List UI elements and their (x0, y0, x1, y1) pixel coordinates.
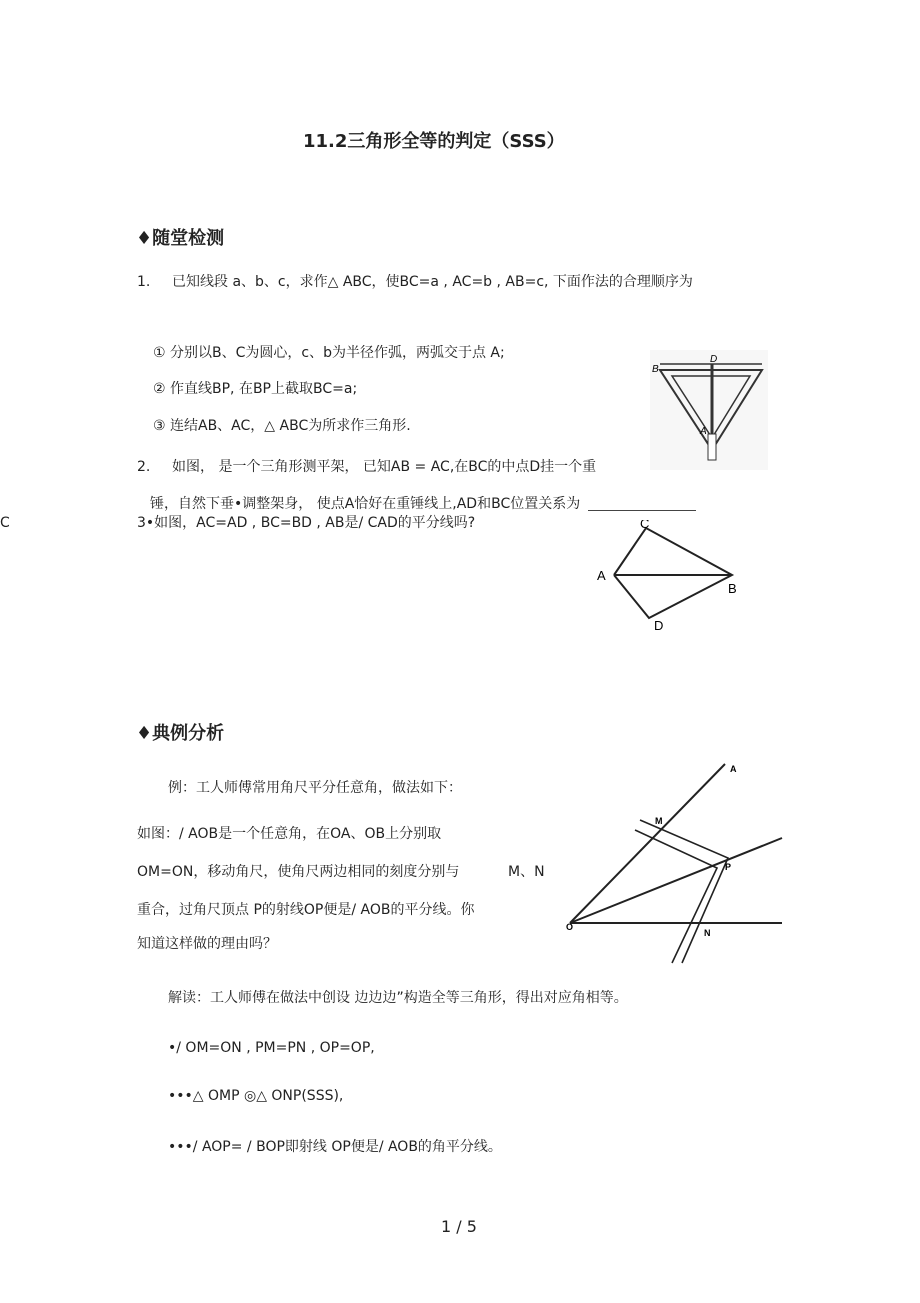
section-heading-check: ♦随堂检测 (136, 228, 225, 249)
frame-label-d: D (710, 354, 718, 365)
q1-step-2: ② 作直线BP, 在BP上截取BC=a; (153, 381, 358, 397)
frame-label-a: A (700, 426, 707, 437)
angle-label-p: P (725, 862, 732, 872)
q2-line-1: 如图， 是一个三角形测平架， 已知AB = AC,在BC的中点D挂一个重 (172, 459, 597, 475)
q1-number: 1. (137, 274, 151, 290)
page-title: 11.2三角形全等的判定（SSS） (303, 131, 565, 152)
example-paragraph-2-points: M、N (508, 864, 545, 880)
example-paragraph-3: 重合，过角尺顶点 P的射线OP便是/ AOB的平分线。你 (137, 902, 475, 918)
example-paragraph-1: 如图：/ AOB是一个任意角，在OA、OB上分别取 (137, 826, 442, 842)
section-heading-example: ♦典例分析 (136, 723, 225, 744)
angle-label-o: O (566, 922, 574, 932)
angle-label-n: N (704, 928, 711, 938)
q2-line-2 (150, 497, 696, 511)
solution-step-1: •/ OM=ON , PM=PN , OP=OP, (168, 1040, 375, 1056)
angle-label-a: A (730, 764, 737, 774)
angle-label-m: M (655, 816, 663, 826)
angle-bisector-figure (560, 758, 790, 968)
solution-step-3: •••/ AOP= / BOP即射线 OP便是/ AOB的角平分线。 (168, 1139, 502, 1155)
q2-number: 2. (137, 459, 151, 475)
q3-text: 3•如图，AC=AD , BC=BD , AB是/ CAD的平分线吗? (137, 515, 476, 531)
frame-label-b: B (652, 364, 659, 375)
example-paragraph-4: 知道这样做的理由吗？ (137, 936, 277, 952)
reading-paragraph: 解读：工人师傅在做法中创设 边边边”构造全等三角形，得出对应角相等。 (168, 990, 628, 1006)
margin-label: C (0, 515, 10, 531)
kite-figure (594, 520, 744, 635)
q1-text: 已知线段 a、b、c，求作△ ABC，使BC=a , AC=b , AB=c, 下面作法的合理顺序为 (172, 274, 693, 290)
q1-step-3: ③ 连结AB、AC，△ ABC为所求作三角形. (153, 418, 411, 434)
level-frame-figure (650, 350, 768, 470)
q2-line-2-text: 锤，自然下垂•调整架身， 使点A恰好在重锤线上,AD和BC位置关系为 (150, 496, 581, 512)
kite-label-b: B (728, 581, 737, 596)
kite-label-d: D (654, 618, 664, 633)
kite-label-a: A (597, 568, 606, 583)
answer-blank[interactable] (588, 510, 696, 511)
example-intro: 例：工人师傅常用角尺平分任意角，做法如下： (168, 780, 462, 796)
page-number: 1 / 5 (441, 1217, 477, 1236)
solution-step-2: •••△ OMP ◎△ ONP(SSS), (168, 1088, 344, 1104)
kite-label-c: C (640, 520, 650, 531)
example-paragraph-2: OM=ON，移动角尺，使角尺两边相同的刻度分别与 (137, 864, 460, 880)
q1-step-1: ① 分别以B、C为圆心，c、b为半径作弧，两弧交于点 A; (153, 345, 505, 361)
